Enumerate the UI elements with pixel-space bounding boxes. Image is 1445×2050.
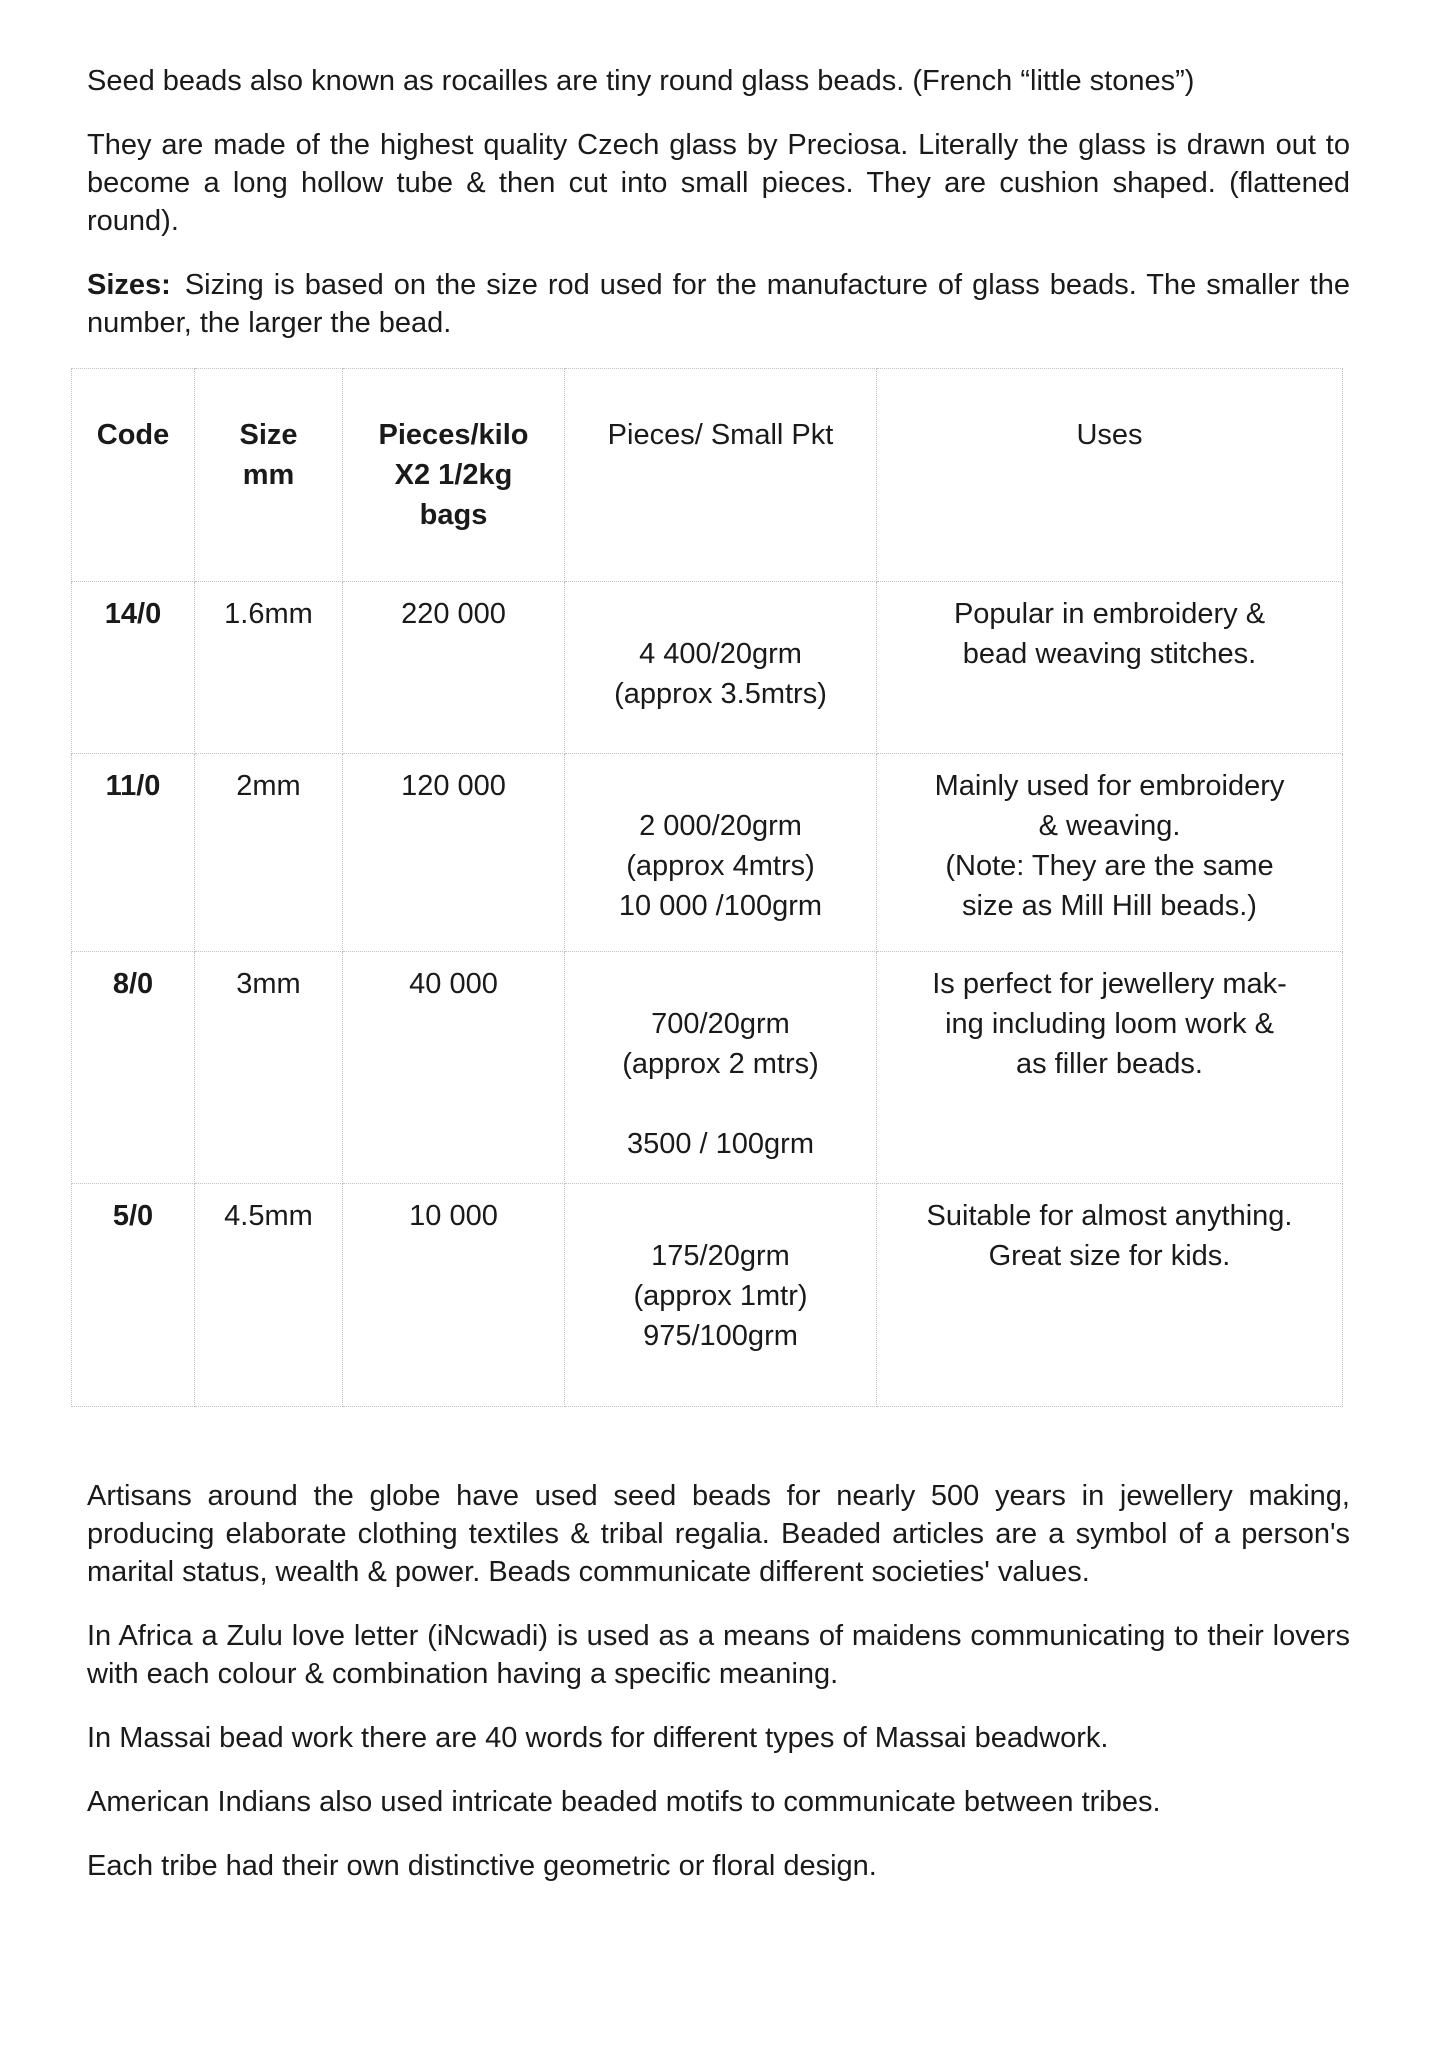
cell-pieces-kilo: 10 000	[343, 1184, 565, 1407]
seed-bead-size-table	[71, 368, 1343, 1407]
intro-paragraph-seed-beads-text: Seed beads also known as rocailles are tiny round glass beads. (French “little stones”)	[87, 65, 1195, 97]
cell-uses	[877, 582, 1343, 754]
cell-uses-line: size as Mill Hill beads.)	[962, 890, 1257, 922]
header-cell-pieces-kilo-line: X2 1/2kg	[394, 459, 513, 491]
outro-paragraph-american-indians	[87, 1783, 1350, 1821]
header-cell-pieces-kilo	[343, 369, 565, 582]
table-row-11-0	[72, 754, 1343, 952]
cell-size: 3mm	[195, 952, 343, 1184]
header-cell-code	[72, 369, 195, 582]
cell-pieces-small-pkt-line: 3500 / 100grm	[626, 1128, 814, 1160]
cell-size: 2mm	[195, 754, 343, 952]
header-cell-size-mm-line: mm	[242, 459, 295, 491]
header-cell-size-mm-line: Size	[239, 419, 298, 451]
header-cell-pieces-small-pkt-line: Pieces/ Small Pkt	[607, 419, 834, 451]
cell-pieces-kilo: 40 000	[343, 952, 565, 1184]
table-row-5-0	[72, 1184, 1343, 1407]
cell-pieces-small-pkt	[565, 582, 877, 754]
cell-uses-line: & weaving.	[1038, 810, 1181, 842]
sizes-label: Sizes:	[87, 269, 171, 301]
cell-pieces-small-pkt-line: 4 400/20grm	[639, 638, 802, 670]
outro-paragraph-massai	[87, 1719, 1350, 1757]
cell-uses	[877, 1184, 1343, 1407]
cell-size: 4.5mm	[195, 1184, 343, 1407]
header-cell-uses-line: Uses	[1076, 419, 1143, 451]
header-cell-pieces-small-pkt	[565, 369, 877, 582]
cell-pieces-small-pkt-line: 2 000/20grm	[639, 810, 802, 842]
cell-pieces-small-pkt-line: 975/100grm	[643, 1320, 798, 1352]
header-cell-code-line: Code	[96, 419, 170, 451]
cell-uses-line: ing including loom work &	[945, 1008, 1274, 1040]
cell-pieces-small-pkt-blank-line	[571, 766, 870, 806]
outro-paragraph-massai-text: In Massai bead work there are 40 words for different types of Massai beadwork.	[87, 1722, 1109, 1754]
intro-paragraph-sizes-text: Sizing is based on the size rod used for the manufacture of glass beads. The smaller the number, the larger the bead.	[87, 269, 1350, 339]
cell-uses-line: Is perfect for jewellery mak-	[932, 968, 1287, 1000]
cell-uses-line: as filler beads.	[1016, 1048, 1203, 1080]
header-cell-pieces-kilo-line: bags	[419, 499, 488, 531]
cell-uses	[877, 952, 1343, 1184]
cell-pieces-small-pkt-blank-line	[571, 1196, 870, 1236]
outro-paragraph-tribe-design-text: Each tribe had their own distinctive geometric or floral design.	[87, 1850, 877, 1882]
header-cell-uses	[877, 369, 1343, 582]
table-row-14-0	[72, 582, 1343, 754]
cell-pieces-small-pkt	[565, 754, 877, 952]
cell-uses-line: (Note: They are the same	[945, 850, 1274, 882]
intro-paragraph-czech-glass-text: They are made of the highest quality Czech glass by Preciosa. Literally the glass is drawn out to become a long hollow tube & then cut into small pieces. They are cushion shaped. (flattened round).	[87, 129, 1350, 237]
outro-paragraph-american-indians-text: American Indians also used intricate beaded motifs to communicate between tribes.	[87, 1786, 1161, 1818]
header-cell-size-mm	[195, 369, 343, 582]
cell-pieces-small-pkt-blank-line	[571, 1084, 870, 1124]
cell-pieces-small-pkt-line: 10 000 /100grm	[618, 890, 823, 922]
header-cell-pieces-kilo-line: Pieces/kilo	[378, 419, 529, 451]
outro-paragraph-artisans-text: Artisans around the globe have used seed beads for nearly 500 years in jewellery making, producing elaborate clothing textiles & tribal regalia. Beaded articles are a symbol of a person's marital status, wealth & power. Beads communicate different societies' values.	[87, 1480, 1350, 1588]
outro-paragraph-zulu-text: In Africa a Zulu love letter (iNcwadi) is used as a means of maidens communicating to their lovers with each colour & combination having a specific meaning.	[87, 1620, 1350, 1690]
cell-pieces-small-pkt-line: 700/20grm	[651, 1008, 790, 1040]
cell-pieces-small-pkt-line: (approx 4mtrs)	[626, 850, 815, 882]
intro-paragraph-sizes	[87, 266, 1350, 342]
intro-paragraph-czech-glass	[87, 126, 1350, 240]
intro-paragraph-seed-beads	[87, 62, 1350, 100]
cell-code: 11/0	[72, 754, 195, 952]
cell-uses-line: Suitable for almost anything.	[926, 1200, 1293, 1232]
cell-code: 5/0	[72, 1184, 195, 1407]
cell-pieces-small-pkt-line: (approx 2 mtrs)	[622, 1048, 819, 1080]
cell-pieces-small-pkt	[565, 1184, 877, 1407]
cell-code: 8/0	[72, 952, 195, 1184]
table-header-row	[72, 369, 1343, 582]
document-content	[87, 62, 1350, 1911]
cell-code: 14/0	[72, 582, 195, 754]
cell-uses-line: Popular in embroidery &	[953, 598, 1266, 630]
outro-paragraph-zulu	[87, 1617, 1350, 1693]
table-body	[72, 582, 1343, 1407]
outro-paragraph-artisans	[87, 1477, 1350, 1591]
cell-pieces-small-pkt-line: (approx 1mtr)	[633, 1280, 808, 1312]
cell-pieces-small-pkt	[565, 952, 877, 1184]
cell-uses-line: Great size for kids.	[988, 1240, 1231, 1272]
cell-pieces-small-pkt-blank-line	[571, 964, 870, 1004]
cell-pieces-small-pkt-blank-line	[571, 594, 870, 634]
cell-pieces-small-pkt-line: (approx 3.5mtrs)	[614, 678, 827, 710]
cell-size: 1.6mm	[195, 582, 343, 754]
cell-pieces-small-pkt-line: 175/20grm	[651, 1240, 790, 1272]
cell-uses-line: bead weaving stitches.	[962, 638, 1257, 670]
table-row-8-0	[72, 952, 1343, 1184]
cell-pieces-kilo: 220 000	[343, 582, 565, 754]
outro-paragraph-tribe-design	[87, 1847, 1350, 1885]
cell-uses-line: Mainly used for embroidery	[934, 770, 1285, 802]
cell-uses	[877, 754, 1343, 952]
cell-pieces-kilo: 120 000	[343, 754, 565, 952]
